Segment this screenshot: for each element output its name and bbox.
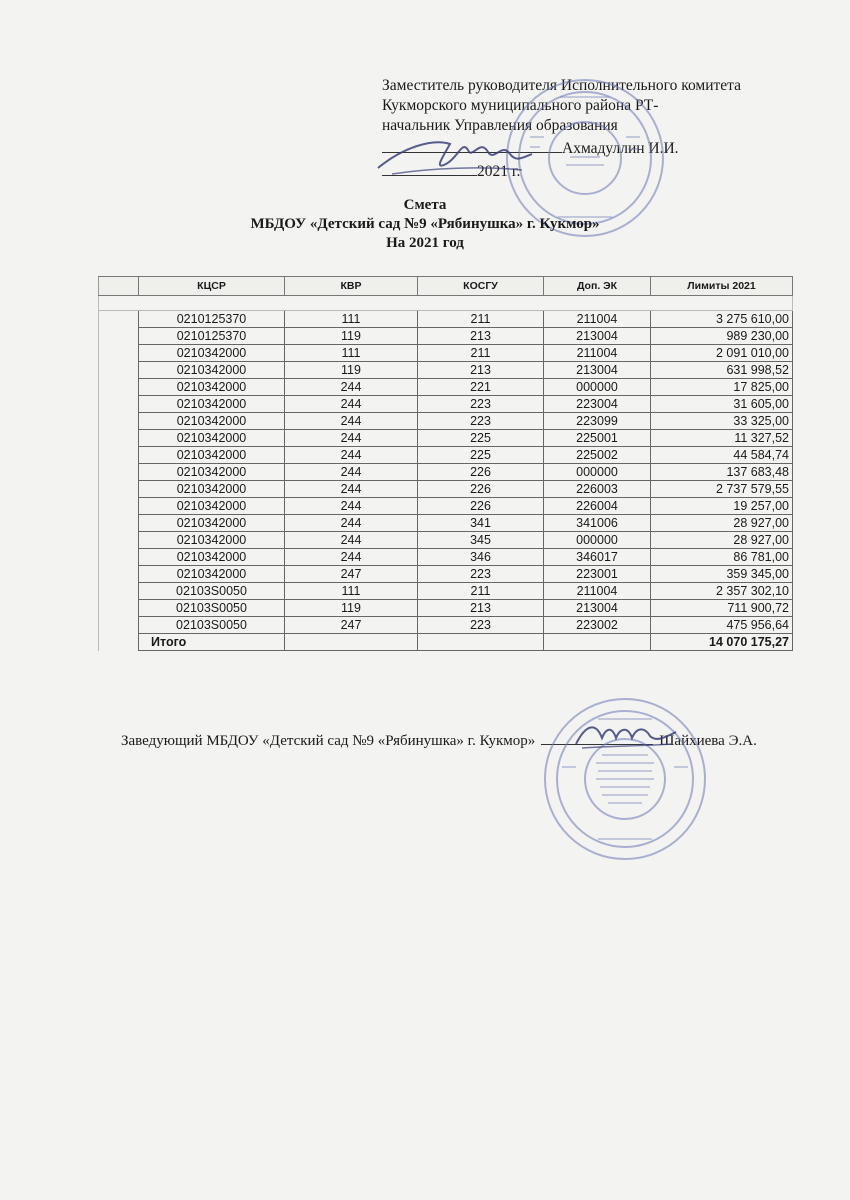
cell-kvr: 244	[285, 481, 418, 498]
cell-dop-ek: 225002	[544, 447, 651, 464]
table-row	[99, 549, 793, 566]
header-spacer	[99, 277, 139, 296]
row-spacer	[99, 634, 139, 651]
cell-kosgu: 226	[418, 464, 544, 481]
cell-kcsr: 0210342000	[139, 566, 285, 583]
cell-kcsr: 0210342000	[139, 345, 285, 362]
cell-limit: 2 737 579,55	[651, 481, 793, 498]
cell-kosgu: 341	[418, 515, 544, 532]
title-line-2: МБДОУ «Детский сад №9 «Рябинушка» г. Кукмор»	[250, 216, 600, 232]
cell-kvr: 111	[285, 583, 418, 600]
cell-kosgu: 225	[418, 430, 544, 447]
cell-kosgu: 221	[418, 379, 544, 396]
row-spacer	[99, 345, 139, 362]
row-spacer	[99, 464, 139, 481]
cell-kcsr: 0210125370	[139, 328, 285, 345]
row-spacer	[99, 498, 139, 515]
cell-kcsr: 0210342000	[139, 464, 285, 481]
cell-limit: 31 605,00	[651, 396, 793, 413]
cell-limit: 86 781,00	[651, 549, 793, 566]
cell-kvr: 111	[285, 311, 418, 328]
cell-limit: 711 900,72	[651, 600, 793, 617]
cell-kosgu: 213	[418, 362, 544, 379]
cell-dop-ek: 000000	[544, 532, 651, 549]
cell-kvr: 244	[285, 396, 418, 413]
cell-dop-ek: 346017	[544, 549, 651, 566]
approval-line-1: Заместитель руководителя Исполнительного комитета	[382, 77, 742, 94]
cell-limit: 359 345,00	[651, 566, 793, 583]
cell-kvr: 247	[285, 566, 418, 583]
cell-kvr: 244	[285, 464, 418, 481]
cell-dop-ek: 000000	[544, 379, 651, 396]
row-spacer	[99, 328, 139, 345]
cell-kosgu: 223	[418, 617, 544, 634]
table-row	[99, 600, 793, 617]
table-row	[99, 413, 793, 430]
total-label: Итого	[139, 634, 285, 651]
total-empty	[418, 634, 544, 651]
cell-kcsr: 02103S0050	[139, 617, 285, 634]
table-row	[99, 566, 793, 583]
cell-kvr: 244	[285, 430, 418, 447]
row-spacer	[99, 583, 139, 600]
cell-kosgu: 223	[418, 566, 544, 583]
cell-kvr: 244	[285, 379, 418, 396]
total-empty	[285, 634, 418, 651]
cell-dop-ek: 213004	[544, 328, 651, 345]
row-spacer	[99, 379, 139, 396]
estimate-table-wrap	[98, 276, 792, 651]
cell-kcsr: 0210342000	[139, 532, 285, 549]
cell-kosgu: 226	[418, 498, 544, 515]
row-spacer	[99, 311, 139, 328]
table-header-row	[99, 277, 793, 296]
row-spacer	[99, 396, 139, 413]
cell-kvr: 244	[285, 447, 418, 464]
table-row	[99, 532, 793, 549]
approval-line-2: Кукморского муниципального района РТ-	[382, 97, 659, 114]
gap-cell	[99, 296, 793, 311]
total-value: 14 070 175,27	[651, 634, 793, 651]
approval-date: 2021 г.	[477, 163, 521, 180]
cell-dop-ek: 226003	[544, 481, 651, 498]
cell-limit: 989 230,00	[651, 328, 793, 345]
cell-kcsr: 0210342000	[139, 379, 285, 396]
row-spacer	[99, 617, 139, 634]
cell-kvr: 244	[285, 532, 418, 549]
footer-signer: Шайхиева Э.А.	[659, 733, 757, 749]
cell-kcsr: 02103S0050	[139, 583, 285, 600]
cell-limit: 137 683,48	[651, 464, 793, 481]
table-row	[99, 515, 793, 532]
cell-kcsr: 0210342000	[139, 447, 285, 464]
cell-kcsr: 0210342000	[139, 498, 285, 515]
table-row	[99, 396, 793, 413]
cell-kvr: 244	[285, 515, 418, 532]
cell-limit: 44 584,74	[651, 447, 793, 464]
title-line-1: Смета	[403, 197, 447, 213]
table-row	[99, 311, 793, 328]
total-empty	[544, 634, 651, 651]
cell-limit: 17 825,00	[651, 379, 793, 396]
cell-kcsr: 0210342000	[139, 481, 285, 498]
header-kvr: КВР	[285, 277, 418, 296]
row-spacer	[99, 447, 139, 464]
cell-dop-ek: 223002	[544, 617, 651, 634]
footer-signature-icon	[572, 718, 682, 754]
cell-limit: 631 998,52	[651, 362, 793, 379]
row-spacer	[99, 532, 139, 549]
cell-limit: 28 927,00	[651, 532, 793, 549]
row-spacer	[99, 481, 139, 498]
table-row	[99, 481, 793, 498]
cell-limit: 475 956,64	[651, 617, 793, 634]
table-gap-row	[99, 296, 793, 311]
row-spacer	[99, 600, 139, 617]
table-row	[99, 447, 793, 464]
cell-dop-ek: 223001	[544, 566, 651, 583]
table-row	[99, 379, 793, 396]
approval-signer: Ахмадуллин И.И.	[562, 140, 679, 157]
cell-limit: 19 257,00	[651, 498, 793, 515]
cell-kosgu: 225	[418, 447, 544, 464]
table-row	[99, 430, 793, 447]
cell-kcsr: 0210342000	[139, 430, 285, 447]
table-row	[99, 498, 793, 515]
row-spacer	[99, 430, 139, 447]
cell-kvr: 111	[285, 345, 418, 362]
header-kcsr: КЦСР	[139, 277, 285, 296]
cell-kvr: 119	[285, 362, 418, 379]
cell-kosgu: 213	[418, 328, 544, 345]
cell-dop-ek: 213004	[544, 362, 651, 379]
table-row	[99, 583, 793, 600]
cell-kvr: 244	[285, 413, 418, 430]
cell-kosgu: 223	[418, 413, 544, 430]
row-spacer	[99, 515, 139, 532]
estimate-table	[98, 276, 793, 651]
cell-kosgu: 211	[418, 583, 544, 600]
document-title	[0, 196, 850, 253]
cell-dop-ek: 223099	[544, 413, 651, 430]
cell-kvr: 247	[285, 617, 418, 634]
cell-kosgu: 346	[418, 549, 544, 566]
cell-dop-ek: 223004	[544, 396, 651, 413]
cell-dop-ek: 226004	[544, 498, 651, 515]
row-spacer	[99, 362, 139, 379]
cell-kosgu: 213	[418, 600, 544, 617]
cell-limit: 28 927,00	[651, 515, 793, 532]
cell-kcsr: 0210342000	[139, 515, 285, 532]
cell-kosgu: 223	[418, 396, 544, 413]
approval-line-3: начальник Управления образования	[382, 117, 618, 134]
cell-dop-ek: 000000	[544, 464, 651, 481]
approval-signature-icon	[372, 128, 542, 184]
cell-kcsr: 02103S0050	[139, 600, 285, 617]
cell-kcsr: 0210342000	[139, 413, 285, 430]
cell-dop-ek: 211004	[544, 583, 651, 600]
table-row	[99, 345, 793, 362]
header-dop-ek: Доп. ЭК	[544, 277, 651, 296]
cell-kosgu: 345	[418, 532, 544, 549]
table-row	[99, 464, 793, 481]
cell-limit: 2 091 010,00	[651, 345, 793, 362]
total-row	[99, 634, 793, 651]
cell-kcsr: 0210125370	[139, 311, 285, 328]
footer-position: Заведующий МБДОУ «Детский сад №9 «Рябинушка» г. Кукмор»	[121, 733, 536, 749]
cell-kosgu: 211	[418, 311, 544, 328]
cell-dop-ek: 211004	[544, 311, 651, 328]
cell-limit: 3 275 610,00	[651, 311, 793, 328]
table-row	[99, 617, 793, 634]
cell-kcsr: 0210342000	[139, 396, 285, 413]
cell-dop-ek: 213004	[544, 600, 651, 617]
cell-dop-ek: 225001	[544, 430, 651, 447]
cell-kcsr: 0210342000	[139, 362, 285, 379]
table-row	[99, 362, 793, 379]
row-spacer	[99, 413, 139, 430]
cell-limit: 33 325,00	[651, 413, 793, 430]
cell-limit: 11 327,52	[651, 430, 793, 447]
table-body	[99, 296, 793, 651]
cell-dop-ek: 211004	[544, 345, 651, 362]
cell-kvr: 244	[285, 498, 418, 515]
cell-kvr: 119	[285, 600, 418, 617]
cell-dop-ek: 341006	[544, 515, 651, 532]
cell-kvr: 244	[285, 549, 418, 566]
cell-kosgu: 211	[418, 345, 544, 362]
table-row	[99, 328, 793, 345]
cell-kosgu: 226	[418, 481, 544, 498]
title-line-3: На 2021 год	[386, 235, 464, 251]
cell-kvr: 119	[285, 328, 418, 345]
header-kosgu: КОСГУ	[418, 277, 544, 296]
row-spacer	[99, 566, 139, 583]
row-spacer	[99, 549, 139, 566]
cell-limit: 2 357 302,10	[651, 583, 793, 600]
header-limits: Лимиты 2021	[651, 277, 793, 296]
cell-kcsr: 0210342000	[139, 549, 285, 566]
